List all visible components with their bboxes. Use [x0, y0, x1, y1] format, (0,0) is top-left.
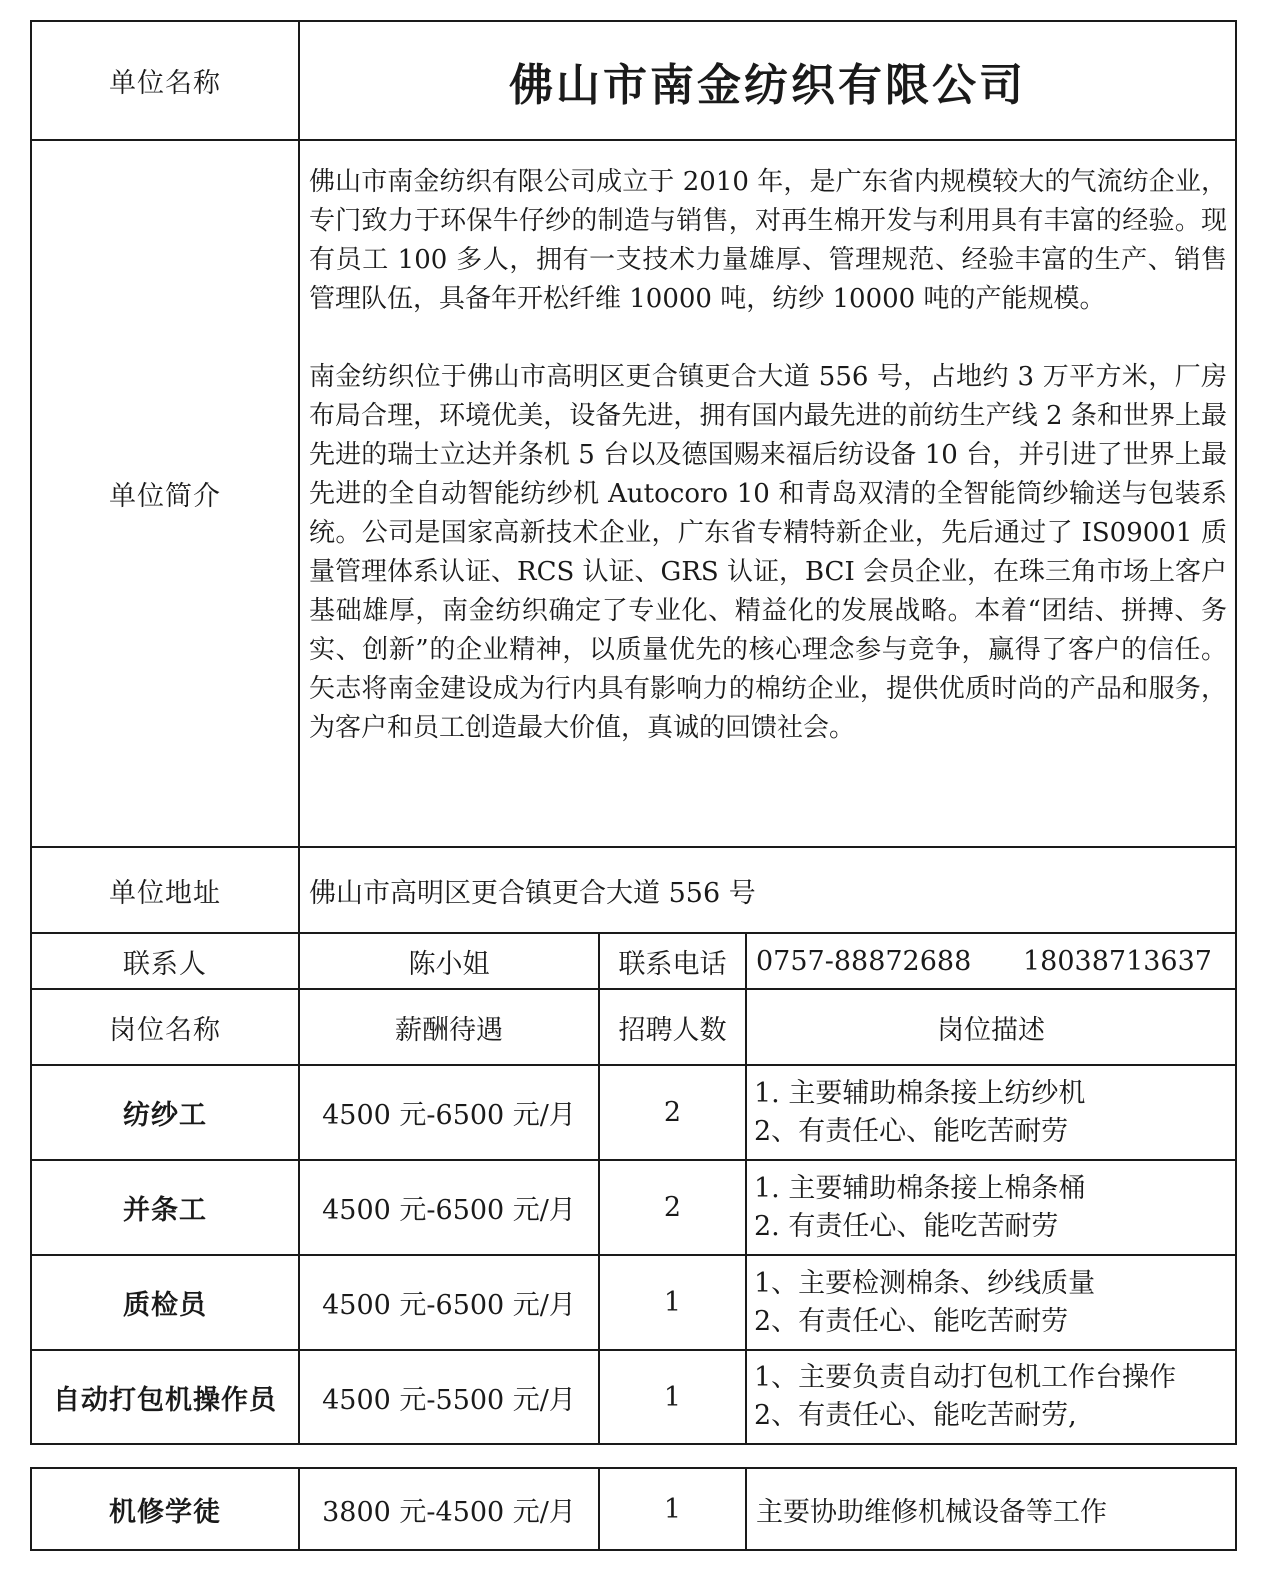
job-description-line-1: 1. 主要辅助棉条接上棉条桶	[754, 1172, 1086, 1204]
extra-job-table	[30, 1467, 1237, 1551]
extra-job-description: 主要协助维修机械设备等工作	[746, 1468, 1236, 1550]
job-description-line-2: 2、有责任心、能吃苦耐劳	[754, 1115, 1069, 1147]
job-row	[31, 1350, 1236, 1444]
job-position: 自动打包机操作员	[31, 1350, 299, 1444]
job-row	[31, 1065, 1236, 1160]
job-description	[746, 1065, 1236, 1160]
company-address: 佛山市高明区更合镇更合大道 556 号	[299, 847, 1236, 933]
job-description	[746, 1160, 1236, 1255]
job-salary: 4500 元-6500 元/月	[299, 1065, 599, 1160]
company-name-label: 单位名称	[31, 21, 299, 140]
job-headcount: 1	[599, 1255, 746, 1350]
contact-phone	[746, 933, 1236, 989]
extra-job-row	[31, 1468, 1236, 1550]
header-salary: 薪酬待遇	[299, 989, 599, 1065]
job-description	[746, 1350, 1236, 1444]
company-name-row	[31, 21, 1236, 140]
job-salary: 4500 元-5500 元/月	[299, 1350, 599, 1444]
job-position: 纺纱工	[31, 1065, 299, 1160]
company-name: 佛山市南金纺织有限公司	[299, 21, 1236, 140]
contact-phone-label: 联系电话	[599, 933, 746, 989]
job-description	[746, 1255, 1236, 1350]
contact-person-label: 联系人	[31, 933, 299, 989]
contact-row	[31, 933, 1236, 989]
intro-paragraph-2: 南金纺织位于佛山市高明区更合镇更合大道 556 号，占地约 3 万平方米，厂房布局合理，环境优美，设备先进，拥有国内最先进的前纺生产线 2 条和世界上最先进的瑞士立达并条机 5 台以及德国赐来福后纺设备 10 台，并引进了世界上最先进的全自动智能纺纱机 Autocoro 10 和青岛双清的全智能筒纱输送与包装系统。公司是国家高新技术企业，广东省专精特新企业，先后通过了 IS09001 质量管理体系认证、RCS 认证、GRS 认证，BCI 会员企业，在珠三角市场上客户基础雄厚，南金纺织确定了专业化、精益化的发展战略。本着“团结、拼搏、务实、创新”的企业精神，以质量优先的核心理念参与竞争，赢得了客户的信任。矢志将南金建设成为行内具有影响力的棉纺企业，提供优质时尚的产品和服务，为客户和员工创造最大价值，真诚的回馈社会。	[309, 362, 1227, 743]
job-description-line-1: 1、主要负责自动打包机工作台操作	[754, 1362, 1177, 1393]
jobs-header-row	[31, 989, 1236, 1065]
job-description-line-2: 2. 有责任心、能吃苦耐劳	[754, 1210, 1059, 1242]
header-headcount: 招聘人数	[599, 989, 746, 1065]
header-description: 岗位描述	[746, 989, 1236, 1065]
job-position: 质检员	[31, 1255, 299, 1350]
extra-job-salary: 3800 元-4500 元/月	[299, 1468, 599, 1550]
job-row	[31, 1160, 1236, 1255]
job-description-line-2: 2、有责任心、能吃苦耐劳,	[754, 1400, 1077, 1431]
contact-phone-landline: 0757-88872688	[756, 945, 972, 977]
job-row	[31, 1255, 1236, 1350]
recruitment-table	[30, 20, 1237, 1445]
job-salary: 4500 元-6500 元/月	[299, 1255, 599, 1350]
company-intro-row	[31, 140, 1236, 847]
extra-job-headcount: 1	[599, 1468, 746, 1550]
contact-person: 陈小姐	[299, 933, 599, 989]
company-intro	[299, 140, 1236, 847]
intro-paragraph-1: 佛山市南金纺织有限公司成立于 2010 年，是广东省内规模较大的气流纺企业，专门致力于环保牛仔纱的制造与销售，对再生棉开发与利用具有丰富的经验。现有员工 100 多人，拥有一支技术力量雄厚、管理规范、经验丰富的生产、销售管理队伍，具备年开松纤维 10000 吨，纺纱 10000 吨的产能规模。	[309, 167, 1227, 314]
job-position: 并条工	[31, 1160, 299, 1255]
job-description-line-1: 1. 主要辅助棉条接上纺纱机	[754, 1077, 1086, 1109]
job-headcount: 1	[599, 1350, 746, 1444]
job-description-line-1: 1、主要检测棉条、纱线质量	[754, 1267, 1096, 1299]
header-position: 岗位名称	[31, 989, 299, 1065]
job-headcount: 2	[599, 1065, 746, 1160]
job-salary: 4500 元-6500 元/月	[299, 1160, 599, 1255]
contact-phone-mobile: 18038713637	[1023, 945, 1212, 977]
job-description-line-2: 2、有责任心、能吃苦耐劳	[754, 1305, 1069, 1337]
company-address-row	[31, 847, 1236, 933]
company-address-label: 单位地址	[31, 847, 299, 933]
company-intro-label: 单位简介	[31, 140, 299, 847]
extra-job-position: 机修学徒	[31, 1468, 299, 1550]
job-headcount: 2	[599, 1160, 746, 1255]
